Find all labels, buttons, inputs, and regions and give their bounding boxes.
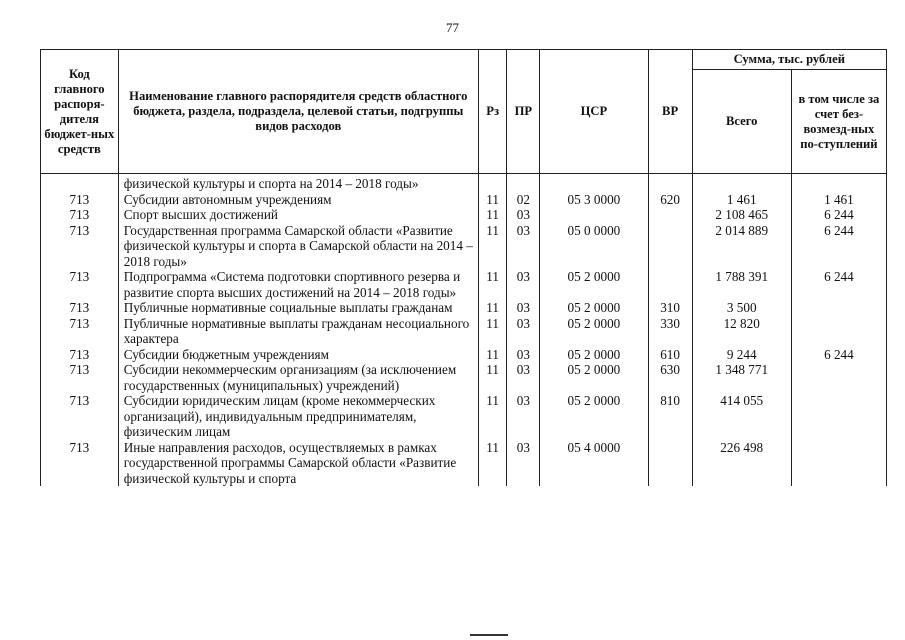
- cell-pr: 03: [507, 440, 540, 487]
- cell-csr: [540, 207, 648, 223]
- cell-vr: [648, 207, 692, 223]
- table-row: [41, 223, 887, 270]
- cell-incl: [791, 300, 886, 316]
- cell-pr: 03: [507, 316, 540, 347]
- header-total: Всего: [692, 70, 791, 174]
- cell-code: 713: [41, 362, 119, 393]
- cell-csr: 05 2 0000: [540, 393, 648, 440]
- cell-vr: 610: [648, 347, 692, 363]
- cell-incl: [791, 174, 886, 192]
- header-sum: Сумма, тыс. рублей: [692, 50, 886, 70]
- cell-total: 2 108 465: [692, 207, 791, 223]
- cell-incl: [791, 440, 886, 487]
- budget-table: [40, 49, 887, 486]
- cell-code: 713: [41, 440, 119, 487]
- table-row: [41, 300, 887, 316]
- cell-name: Публичные нормативные выплаты гражданам несоциального характера: [118, 316, 478, 347]
- header-name: Наименование главного распорядителя средств областного бюджета, раздела, подраздела, целевой статьи, подгруппы видов расходов: [118, 50, 478, 174]
- header-vr: ВР: [648, 50, 692, 174]
- cell-vr: 310: [648, 300, 692, 316]
- table-row: [41, 207, 887, 223]
- cell-name: Спорт высших достижений: [118, 207, 478, 223]
- cell-rz: [478, 174, 507, 192]
- cell-rz: 11: [478, 440, 507, 487]
- cell-code: 713: [41, 393, 119, 440]
- cell-csr: 05 2 0000: [540, 300, 648, 316]
- cell-vr: [648, 269, 692, 300]
- cell-code: [41, 174, 119, 192]
- cell-incl: 6 244: [791, 347, 886, 363]
- cell-vr: 330: [648, 316, 692, 347]
- cell-code: 713: [41, 192, 119, 208]
- cell-total: 12 820: [692, 316, 791, 347]
- cell-code: 713: [41, 269, 119, 300]
- table-row: [41, 174, 887, 192]
- cell-name: Субсидии некоммерческим организациям (за исключением государственных (муниципальных) учреждений): [118, 362, 478, 393]
- cell-code: 713: [41, 316, 119, 347]
- cell-name: Публичные нормативные социальные выплаты гражданам: [118, 300, 478, 316]
- cell-code: 713: [41, 347, 119, 363]
- cell-rz: 11: [478, 223, 507, 270]
- table-header: [41, 50, 887, 174]
- cell-vr: 630: [648, 362, 692, 393]
- table-row: [41, 440, 887, 487]
- cell-incl: 1 461: [791, 192, 886, 208]
- table-body: [41, 174, 887, 487]
- cell-rz: 11: [478, 347, 507, 363]
- cell-name: Субсидии автономным учреждениям: [118, 192, 478, 208]
- cell-csr: 05 2 0000: [540, 316, 648, 347]
- cell-name: Иные направления расходов, осуществляемых в рамках государственной программы Самарской области «Развитие физической культуры и спорта: [118, 440, 478, 487]
- cell-vr: [648, 440, 692, 487]
- cell-pr: 03: [507, 362, 540, 393]
- cell-total: 3 500: [692, 300, 791, 316]
- cell-pr: 03: [507, 347, 540, 363]
- cell-pr: 03: [507, 300, 540, 316]
- cell-csr: [540, 174, 648, 192]
- table-row: [41, 362, 887, 393]
- header-code: Код главного распоря-дителя бюджет-ных средств: [41, 50, 119, 174]
- cell-vr: 810: [648, 393, 692, 440]
- cell-code: 713: [41, 300, 119, 316]
- cell-incl: 6 244: [791, 207, 886, 223]
- cell-csr: 05 4 0000: [540, 440, 648, 487]
- cell-rz: 11: [478, 300, 507, 316]
- table-row: [41, 316, 887, 347]
- page-number: 77: [446, 20, 459, 35]
- cell-total: 9 244: [692, 347, 791, 363]
- cell-total: 1 461: [692, 192, 791, 208]
- header-pr: ПР: [507, 50, 540, 174]
- table-row: [41, 393, 887, 440]
- table-row: [41, 347, 887, 363]
- cell-total: 1 788 391: [692, 269, 791, 300]
- cell-pr: 02: [507, 192, 540, 208]
- cell-vr: [648, 174, 692, 192]
- cell-pr: 03: [507, 269, 540, 300]
- cell-total: 1 348 771: [692, 362, 791, 393]
- cell-name: Субсидии бюджетным учреждениям: [118, 347, 478, 363]
- cell-incl: [791, 362, 886, 393]
- header-incl: в том числе за счет без-возмезд-ных по-ступлений: [791, 70, 886, 174]
- cell-rz: 11: [478, 269, 507, 300]
- cell-name: физической культуры и спорта на 2014 – 2018 годы»: [118, 174, 478, 192]
- cell-incl: [791, 393, 886, 440]
- cell-rz: 11: [478, 393, 507, 440]
- cell-rz: 11: [478, 192, 507, 208]
- cell-name: Подпрограмма «Система подготовки спортивного резерва и развитие спорта высших достижений на 2014 – 2018 годы»: [118, 269, 478, 300]
- cell-incl: 6 244: [791, 223, 886, 270]
- cell-pr: 03: [507, 223, 540, 270]
- cell-incl: [791, 316, 886, 347]
- header-rz: Рз: [478, 50, 507, 174]
- cell-csr: 05 2 0000: [540, 347, 648, 363]
- cell-vr: [648, 223, 692, 270]
- cell-name: Государственная программа Самарской области «Развитие физической культуры и спорта в Самарской области на 2014 – 2018 годы»: [118, 223, 478, 270]
- cell-pr: 03: [507, 207, 540, 223]
- cell-pr: [507, 174, 540, 192]
- cell-total: [692, 174, 791, 192]
- table-row: [41, 192, 887, 208]
- cell-name: Субсидии юридическим лицам (кроме некоммерческих организаций), индивидуальным предпринимателям, физическим лицам: [118, 393, 478, 440]
- cell-pr: 03: [507, 393, 540, 440]
- cell-total: 414 055: [692, 393, 791, 440]
- cell-rz: 11: [478, 362, 507, 393]
- cell-incl: 6 244: [791, 269, 886, 300]
- cell-csr: 05 0 0000: [540, 223, 648, 270]
- cell-rz: 11: [478, 207, 507, 223]
- cell-csr: 05 3 0000: [540, 192, 648, 208]
- cell-total: 226 498: [692, 440, 791, 487]
- page-edge-mark: [470, 634, 508, 636]
- header-csr: ЦСР: [540, 50, 648, 174]
- cell-code: 713: [41, 207, 119, 223]
- cell-csr: 05 2 0000: [540, 362, 648, 393]
- cell-total: 2 014 889: [692, 223, 791, 270]
- cell-vr: 620: [648, 192, 692, 208]
- cell-code: 713: [41, 223, 119, 270]
- table-row: [41, 269, 887, 300]
- cell-rz: 11: [478, 316, 507, 347]
- cell-csr: 05 2 0000: [540, 269, 648, 300]
